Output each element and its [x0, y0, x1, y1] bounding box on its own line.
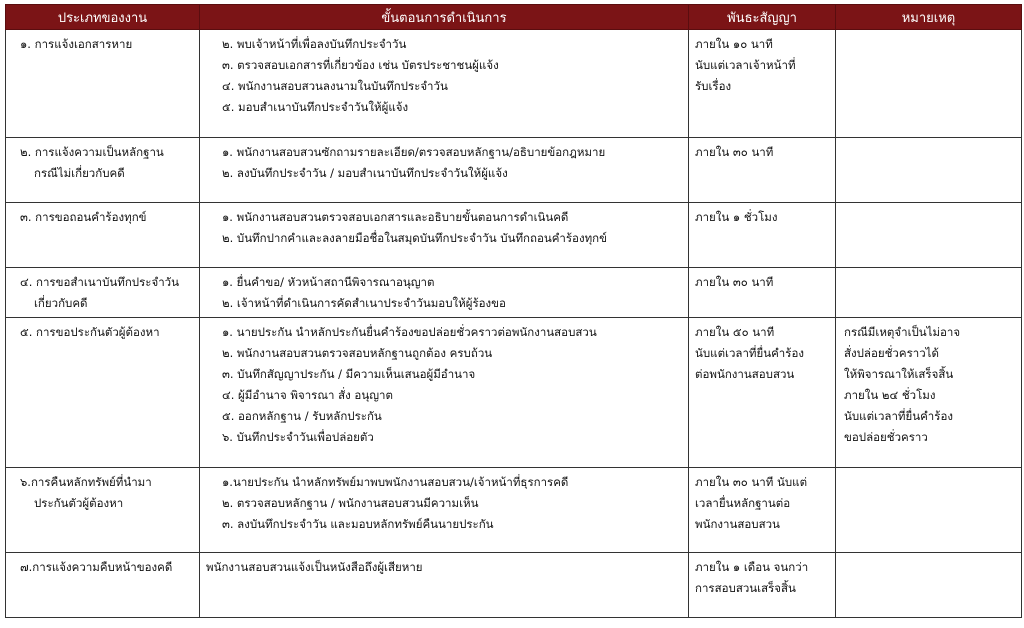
commitment-cell	[689, 318, 836, 468]
commitment-text: ภายใน ๓๐ นาที	[695, 145, 774, 159]
table-row	[6, 318, 1022, 468]
procedure-step: ๒. พนักงานสอบสวนตรวจสอบหลักฐานถูกต้อง ครบถ้วน	[222, 346, 493, 360]
remarks-cell	[836, 30, 1022, 138]
procedure-cell	[200, 318, 689, 468]
table-row	[6, 138, 1022, 203]
commitment-cell	[689, 553, 836, 618]
procedure-cell	[200, 553, 689, 618]
table-header-row	[6, 5, 1022, 30]
commitment-text: ภายใน ๓๐ นาที นับแต่	[695, 475, 808, 489]
procedure-step: ๑. พนักงานสอบสวนซักถามรายละเอียด/ตรวจสอบหลักฐาน/อธิบายข้อกฎหมาย	[222, 145, 606, 159]
commitment-cell	[689, 203, 836, 268]
commitment-cell	[689, 30, 836, 138]
procedure-step: ๓. ลงบันทึกประจำวัน และมอบหลักทรัพย์คืนนายประกัน	[222, 517, 494, 531]
procedure-cell	[200, 268, 689, 318]
commitment-text: รับเรื่อง	[695, 79, 732, 93]
work-type-text: ๓. การขอถอนคำร้องทุกข์	[20, 210, 147, 224]
header-commitment: พันธะสัญญา	[689, 5, 836, 30]
procedure-step: ๒. เจ้าหน้าที่ดำเนินการคัดสำเนาประจำวันมอบให้ผู้ร้องขอ	[222, 296, 506, 310]
work-type-cell	[6, 318, 200, 468]
work-type-cell	[6, 138, 200, 203]
work-type-text: ๖.การคืนหลักทรัพย์ที่นำมา	[20, 475, 152, 489]
procedure-step: ๔. พนักงานสอบสวนลงนามในบันทึกประจำวัน	[222, 79, 448, 93]
procedure-step: ๕. มอบสำเนาบันทึกประจำวันให้ผู้แจ้ง	[222, 100, 409, 114]
work-type-cell	[6, 203, 200, 268]
procedure-cell	[200, 138, 689, 203]
remarks-text: ให้พิจารณาให้เสร็จสิ้น	[844, 367, 954, 381]
work-type-text: ๗.การแจ้งความคืบหน้าของคดี	[20, 560, 173, 574]
header-procedure: ขั้นตอนการดำเนินการ	[200, 5, 689, 30]
procedure-step: ๑. พนักงานสอบสวนตรวจสอบเอกสารและอธิบายขั้นตอนการดำเนินคดี	[222, 210, 569, 224]
procedure-step: พนักงานสอบสวนแจ้งเป็นหนังสือถึงผู้เสียหาย	[206, 560, 423, 574]
remarks-cell	[836, 203, 1022, 268]
commitment-text: ภายใน ๑ เดือน จนกว่า	[695, 560, 809, 574]
remarks-cell	[836, 553, 1022, 618]
commitment-text: ภายใน ๕๐ นาที	[695, 325, 775, 339]
table-row	[6, 553, 1022, 618]
remarks-cell	[836, 138, 1022, 203]
commitment-cell	[689, 468, 836, 553]
remarks-text: นับแต่เวลาที่ยื่นคำร้อง	[844, 409, 953, 423]
work-type-cell	[6, 30, 200, 138]
commitment-text: ภายใน ๑๐ นาที	[695, 37, 773, 51]
table-row	[6, 468, 1022, 553]
work-type-text: ๕. การขอประกันตัวผู้ต้องหา	[20, 325, 160, 339]
commitment-cell	[689, 268, 836, 318]
work-type-text: ประกันตัวผู้ต้องหา	[34, 496, 124, 510]
procedure-step: ๖. บันทึกประจำวันเพื่อปล่อยตัว	[222, 430, 374, 444]
remarks-text: สั่งปล่อยชั่วคราวได้	[844, 346, 939, 360]
procedure-step: ๑. นายประกัน นำหลักประกันยื่นคำร้องขอปล่อยชั่วคราวต่อพนักงานสอบสวน	[222, 325, 597, 339]
procedure-step: ๓. บันทึกสัญญาประกัน / มีความเห็นเสนอผู้มีอำนาจ	[222, 367, 476, 381]
work-type-text: ๑. การแจ้งเอกสารหาย	[20, 37, 133, 51]
header-remarks: หมายเหตุ	[836, 5, 1022, 30]
commitment-text: การสอบสวนเสร็จสิ้น	[695, 581, 796, 595]
procedure-cell	[200, 30, 689, 138]
commitment-text: ต่อพนักงานสอบสวน	[695, 367, 795, 381]
procedure-step: ๒. บันทึกปากคำและลงลายมือชื่อในสมุดบันทึกประจำวัน บันทึกถอนคำร้องทุกข์	[222, 231, 607, 245]
service-commitment-table	[5, 4, 1022, 618]
remarks-text: กรณีมีเหตุจำเป็นไม่อาจ	[844, 325, 961, 339]
remarks-cell	[836, 268, 1022, 318]
commitment-text: เวลายื่นหลักฐานต่อ	[695, 496, 791, 510]
remarks-text: ขอปล่อยชั่วคราว	[844, 430, 928, 444]
commitment-text: ภายใน ๑ ชั่วโมง	[695, 210, 778, 224]
work-type-cell	[6, 468, 200, 553]
commitment-text: ภายใน ๓๐ นาที	[695, 275, 774, 289]
procedure-step: ๒. ลงบันทึกประจำวัน / มอบสำเนาบันทึกประจำวันให้ผู้แจ้ง	[222, 166, 508, 180]
procedure-step: ๑.นายประกัน นำหลักทรัพย์มาพบพนักงานสอบสวน/เจ้าหน้าที่ธุรการคดี	[222, 475, 569, 489]
remarks-text: ภายใน ๒๔ ชั่วโมง	[844, 388, 936, 402]
work-type-text: ๒. การแจ้งความเป็นหลักฐาน	[20, 145, 164, 159]
procedure-step: ๑. ยื่นคำขอ/ หัวหน้าสถานีพิจารณาอนุญาต	[222, 275, 435, 289]
procedure-step: ๓. ตรวจสอบเอกสารที่เกี่ยวข้อง เช่น บัตรประชาชนผู้แจ้ง	[222, 58, 499, 72]
header-work-type: ประเภทของงาน	[6, 5, 200, 30]
work-type-cell	[6, 268, 200, 318]
procedure-step: ๕. ออกหลักฐาน / รับหลักประกัน	[222, 409, 382, 423]
commitment-text: พนักงานสอบสวน	[695, 517, 780, 531]
commitment-text: นับแต่เวลาที่ยื่นคำร้อง	[695, 346, 804, 360]
table-row	[6, 268, 1022, 318]
procedure-cell	[200, 468, 689, 553]
work-type-text: กรณีไม่เกี่ยวกับคดี	[34, 166, 125, 180]
table-row	[6, 30, 1022, 138]
procedure-step: ๒. ตรวจสอบหลักฐาน / พนักงานสอบสวนมีความเห็น	[222, 496, 479, 510]
procedure-step: ๔. ผู้มีอำนาจ พิจารณา สั่ง อนุญาต	[222, 388, 393, 402]
remarks-cell	[836, 318, 1022, 468]
table-row	[6, 203, 1022, 268]
procedure-cell	[200, 203, 689, 268]
commitment-cell	[689, 138, 836, 203]
work-type-text: เกี่ยวกับคดี	[34, 296, 88, 310]
procedure-step: ๒. พบเจ้าหน้าที่เพื่อลงบันทึกประจำวัน	[222, 37, 407, 51]
remarks-cell	[836, 468, 1022, 553]
work-type-cell	[6, 553, 200, 618]
work-type-text: ๔. การขอสำเนาบันทึกประจำวัน	[20, 275, 179, 289]
commitment-text: นับแต่เวลาเจ้าหน้าที่	[695, 58, 796, 72]
